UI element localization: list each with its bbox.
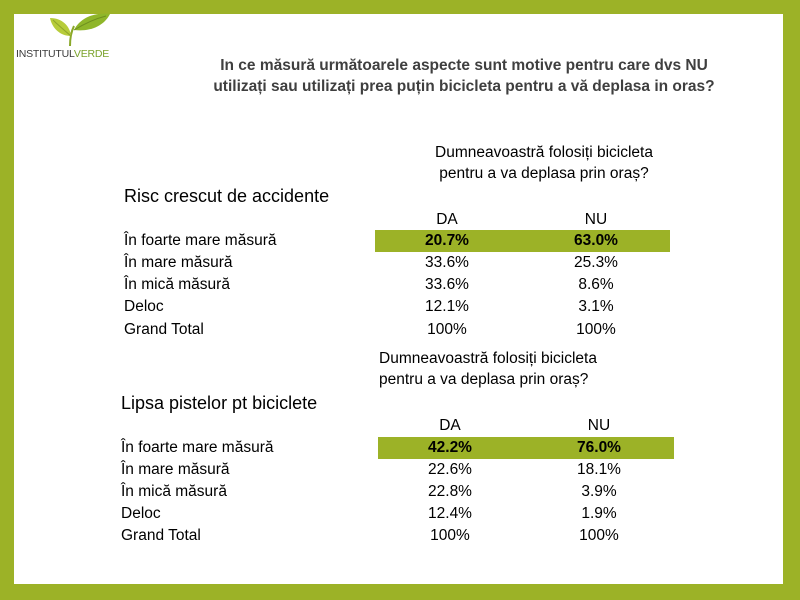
table-row bbox=[14, 525, 783, 547]
table-row bbox=[14, 503, 783, 525]
section-title: Lipsa pistelor pt biciclete bbox=[121, 393, 318, 413]
table-row bbox=[14, 459, 783, 481]
cell-nu: 18.1% bbox=[577, 461, 621, 478]
institutul-verde-logo bbox=[14, 14, 124, 78]
row-label: În mare măsură bbox=[121, 461, 230, 478]
table-row bbox=[14, 481, 783, 503]
table-row bbox=[14, 437, 783, 459]
cell-nu: 63.0% bbox=[574, 232, 618, 249]
row-label: În foarte mare măsură bbox=[121, 439, 274, 456]
cell-da: 20.7% bbox=[425, 232, 469, 249]
section-title: Risc crescut de accidente bbox=[124, 186, 330, 206]
table-row bbox=[14, 319, 783, 341]
slide bbox=[14, 14, 783, 584]
cell-nu: 76.0% bbox=[577, 439, 621, 456]
slide-title-line2: utilizați sau utilizați prea puțin bicicleta pentru a vă deplasa in oras? bbox=[213, 78, 715, 95]
table-row bbox=[14, 252, 783, 274]
cell-nu: 8.6% bbox=[578, 276, 614, 293]
cell-nu: 3.1% bbox=[578, 298, 614, 315]
question-line2: pentru a va deplasa prin oraș? bbox=[379, 371, 589, 388]
row-label: În foarte mare măsură bbox=[124, 232, 277, 249]
question-header bbox=[419, 142, 669, 184]
row-label: Grand Total bbox=[121, 527, 201, 544]
row-label: În mare măsură bbox=[124, 254, 233, 271]
logo-text bbox=[16, 48, 109, 60]
cell-nu: 3.9% bbox=[581, 483, 617, 500]
leaf-sprout-icon bbox=[14, 10, 124, 50]
logo-text-verde: VERDE bbox=[73, 48, 110, 60]
table-row bbox=[14, 230, 783, 252]
cell-da: 12.1% bbox=[425, 298, 469, 315]
row-label: În mică măsură bbox=[121, 483, 227, 500]
column-header-da: DA bbox=[439, 417, 461, 434]
cell-da: 42.2% bbox=[428, 439, 472, 456]
table-row bbox=[14, 274, 783, 296]
question-line2: pentru a va deplasa prin oraș? bbox=[439, 165, 649, 182]
cell-da: 12.4% bbox=[428, 505, 472, 522]
question-header bbox=[379, 348, 597, 390]
cell-da: 100% bbox=[430, 527, 470, 544]
row-label: În mică măsură bbox=[124, 276, 230, 293]
cell-nu: 25.3% bbox=[574, 254, 618, 271]
logo-text-institutul: INSTITUTUL bbox=[16, 48, 74, 60]
slide-title bbox=[154, 55, 774, 97]
column-header-nu: NU bbox=[587, 417, 611, 434]
row-label: Deloc bbox=[121, 505, 161, 522]
slide-title-line1: In ce măsură următoarele aspecte sunt motive pentru care dvs NU bbox=[220, 57, 708, 74]
cell-da: 33.6% bbox=[425, 276, 469, 293]
cell-da: 100% bbox=[427, 321, 467, 338]
cell-da: 22.8% bbox=[428, 483, 472, 500]
question-line1: Dumneavoastră folosiți bicicleta bbox=[379, 350, 597, 367]
column-header-da: DA bbox=[436, 211, 458, 228]
column-header-nu: NU bbox=[584, 211, 608, 228]
cell-nu: 100% bbox=[579, 527, 619, 544]
table-row bbox=[14, 296, 783, 318]
question-line1: Dumneavoastră folosiți bicicleta bbox=[435, 144, 653, 161]
row-label: Grand Total bbox=[124, 321, 204, 338]
cell-da: 22.6% bbox=[428, 461, 472, 478]
row-label: Deloc bbox=[124, 298, 164, 315]
cell-nu: 100% bbox=[576, 321, 616, 338]
cell-da: 33.6% bbox=[425, 254, 469, 271]
cell-nu: 1.9% bbox=[581, 505, 617, 522]
